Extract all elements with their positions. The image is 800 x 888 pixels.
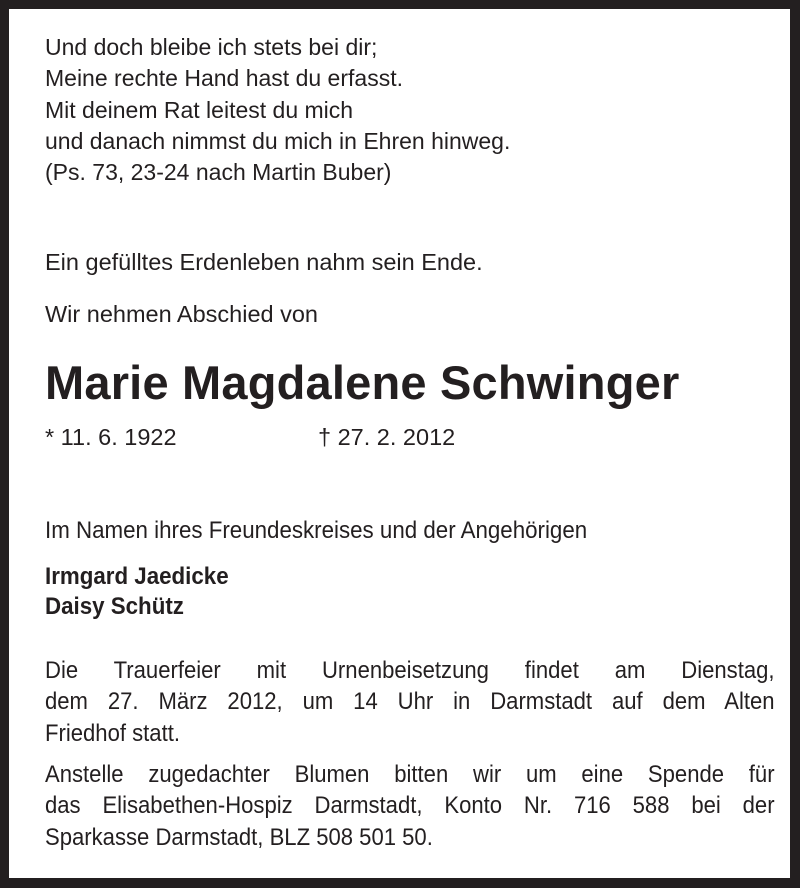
donation-info-line: Sparkasse Darmstadt, BLZ 508 501 50. <box>45 823 433 851</box>
donation-info-line: das Elisabethen-Hospiz Darmstadt, Konto Nr. 716 588 bei der <box>45 792 775 820</box>
farewell-line: Wir nehmen Abschied von <box>45 301 319 327</box>
deceased-name: Marie Magdalene Schwinger <box>45 356 680 409</box>
verse-citation: (Ps. 73, 23-24 nach Martin Buber) <box>45 159 392 186</box>
funeral-info-line: Die Trauerfeier mit Urnenbeisetzung findet am Dienstag, <box>45 657 775 684</box>
obituary-notice <box>9 9 790 878</box>
donation-info-line: Anstelle zugedachter Blumen bitten wir um eine Spende für <box>45 761 775 788</box>
on-behalf-line: Im Namen ihres Freundeskreises und der Angehörigen <box>45 517 588 544</box>
death-date: † 27. 2. 2012 <box>318 424 456 450</box>
verse-line: Meine rechte Hand hast du erfasst. <box>45 65 403 92</box>
verse-line: Mit deinem Rat leitest du mich <box>45 96 354 123</box>
signer-name: Daisy Schütz <box>45 593 184 620</box>
intro-line: Ein gefülltes Erdenleben nahm sein Ende. <box>45 249 483 275</box>
birth-date: * 11. 6. 1922 <box>45 424 177 450</box>
funeral-info-line: Friedhof statt. <box>45 719 180 747</box>
funeral-info-line: dem 27. März 2012, um 14 Uhr in Darmstadt auf dem Alten <box>45 688 775 716</box>
signer-name: Irmgard Jaedicke <box>45 563 229 590</box>
bible-verse <box>45 32 510 188</box>
verse-line: und danach nimmst du mich in Ehren hinweg. <box>45 127 511 154</box>
signers <box>45 562 229 622</box>
life-dates <box>45 424 456 451</box>
funeral-info <box>45 655 775 749</box>
donation-info <box>45 759 775 853</box>
verse-line: Und doch bleibe ich stets bei dir; <box>45 34 378 60</box>
